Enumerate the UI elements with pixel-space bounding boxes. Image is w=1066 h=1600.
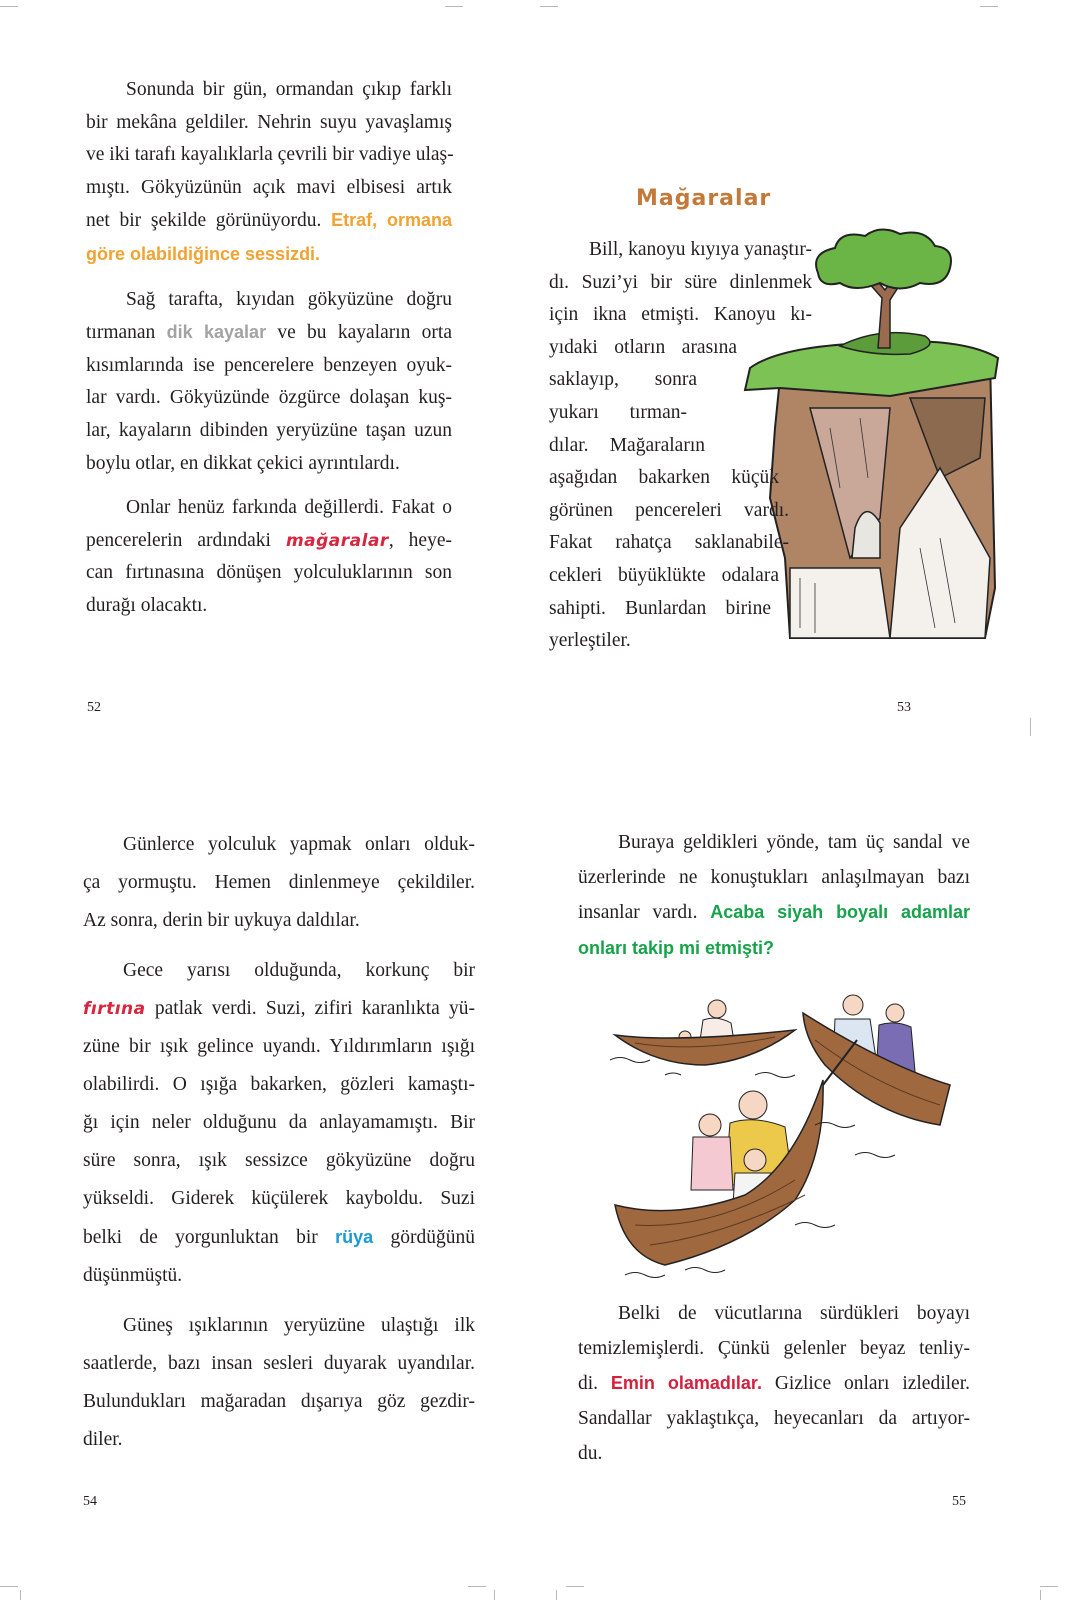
page-55-text-bottom — [578, 1296, 970, 1471]
text-segment: di. — [578, 1373, 611, 1394]
text-line — [549, 462, 779, 495]
text-line — [86, 139, 452, 172]
text-segment: Sağ tarafta, kıyıdan gökyüzüne doğru — [126, 288, 452, 310]
text-line — [83, 826, 475, 864]
text-segment: saklayıp, sonra — [549, 369, 697, 391]
text-line — [83, 1257, 475, 1295]
crop-mark — [445, 6, 463, 7]
text-line — [83, 1104, 475, 1142]
paragraph — [578, 1296, 970, 1471]
text-segment: bir mekâna geldiler. Nehrin suyu yavaşlamış — [86, 111, 452, 133]
text-line — [578, 1401, 970, 1436]
text-line — [86, 415, 452, 448]
text-line — [578, 1436, 970, 1471]
text-line — [549, 364, 697, 397]
text-segment: du. — [578, 1443, 603, 1464]
paragraph — [86, 492, 452, 622]
text-line — [86, 284, 452, 317]
text-line — [578, 1331, 970, 1366]
text-line — [86, 350, 452, 383]
text-segment: belki de yorgunluktan bir — [83, 1227, 336, 1248]
crop-mark — [566, 1586, 584, 1587]
text-segment: Buraya geldikleri yönde, tam üç sandal ve — [618, 832, 970, 853]
text-segment: yerleştiler. — [549, 630, 631, 652]
highlighted-phrase: Acaba siyah boyalı adamlar — [710, 902, 971, 922]
text-line — [578, 895, 970, 931]
text-segment: Bulundukları mağaradan dışarıya göz gezdir- — [83, 1391, 475, 1412]
text-segment: ve iki tarafı kayalıklarla çevrili bir vadiye ulaş- — [86, 144, 454, 166]
text-line — [83, 1066, 475, 1104]
text-segment: lar vardı. Gökyüzünde özgürce dolaşan kuş- — [86, 387, 452, 409]
text-segment: Sandallar yaklaştıkça, heyecanları da artıyor- — [578, 1408, 970, 1429]
text-segment: yıdaki otların arasına — [549, 336, 737, 358]
text-line — [83, 1421, 475, 1459]
highlighted-phrase: Emin olamadılar. — [610, 1373, 762, 1393]
text-segment: boylu otlar, en dikkat çekici ayrıntılardı. — [86, 452, 400, 474]
paragraph — [83, 952, 475, 1295]
text-line — [549, 267, 812, 300]
text-line — [86, 557, 452, 590]
text-segment: kısımlarında ise pencerelere benzeyen oyuk- — [86, 354, 452, 376]
text-segment: Gece yarısı olduğunda, korkunç bir — [123, 960, 475, 981]
boat-small — [615, 1000, 795, 1065]
highlighted-phrase: göre olabildiğince sessizdi. — [86, 243, 321, 264]
page-53-text — [549, 234, 812, 658]
chapter-title: Mağaralar — [636, 186, 772, 211]
crop-mark — [20, 1590, 21, 1600]
text-line — [549, 625, 649, 658]
text-line — [83, 1142, 475, 1180]
text-line — [578, 1366, 970, 1401]
text-segment: ve bu kayaların orta — [266, 322, 452, 344]
text-line — [86, 492, 452, 525]
text-segment: olabilirdi. O ışığa bakarken, gözleri kamaştı- — [83, 1074, 475, 1095]
text-line — [83, 1383, 475, 1421]
text-segment: Bill, kanoyu kıyıya yanaştır- — [589, 239, 812, 260]
page-number-55: 55 — [952, 1494, 966, 1509]
crop-mark — [0, 6, 18, 7]
tree-canopy — [816, 229, 951, 288]
text-segment: dı. Suzi’yi bir süre dinlenmek — [549, 271, 812, 293]
paragraph — [86, 284, 452, 481]
text-segment: süre sonra, ışık sessizce gökyüzüne doğru — [83, 1150, 475, 1171]
crop-mark — [0, 1586, 18, 1587]
text-line — [83, 902, 475, 940]
text-segment: insanlar vardı. — [578, 902, 711, 923]
text-line — [549, 593, 771, 626]
text-line — [549, 430, 705, 463]
highlighted-phrase: mağaralar — [285, 530, 389, 551]
text-line — [86, 107, 452, 140]
crop-mark — [1040, 1590, 1041, 1600]
text-segment: lar, kayaların dibinden yeryüzüne taşan uzun — [86, 419, 452, 441]
text-segment: ğı için neler olduğunu da anlayamamıştı. Bir — [83, 1112, 475, 1133]
text-segment: Fakat rahatça saklanabile- — [549, 532, 789, 554]
text-line — [86, 74, 452, 107]
text-line — [549, 234, 812, 267]
highlighted-phrase: fırtına — [83, 999, 146, 1019]
text-segment: saatlerde, bazı insan sesleri duyarak uyandılar. — [83, 1353, 475, 1374]
text-line — [86, 316, 452, 350]
text-segment: yukarı tırman- — [549, 401, 687, 423]
crop-mark — [494, 1590, 495, 1600]
text-segment: üzerlerinde ne konuştukları anlaşılmayan bazı — [578, 866, 970, 888]
text-segment: temizlemişlerdi. Çünkü gelenler beyaz tenliy- — [578, 1338, 970, 1359]
page-52-text — [86, 74, 452, 623]
text-segment: züne bir ışık gelince uyandı. Yıldırımların ışığı — [83, 1036, 475, 1057]
text-line — [83, 1028, 475, 1066]
highlighted-phrase: dik kayalar — [166, 322, 267, 343]
text-segment: cekleri büyüklükte odalara — [549, 564, 779, 586]
text-line — [86, 204, 452, 238]
text-segment: Güneş ışıklarının yeryüzüne ulaştığı ilk — [123, 1315, 475, 1336]
page-54-text — [83, 826, 475, 1459]
text-segment: pencerelerin ardındaki — [86, 529, 286, 551]
page-number-54: 54 — [83, 1494, 97, 1509]
text-segment: patlak verdi. Suzi, zifiri karanlıkta yü- — [145, 998, 475, 1019]
text-line — [549, 332, 737, 365]
text-segment: mıştı. Gökyüzünün açık mavi elbisesi artık — [86, 176, 452, 198]
text-segment: tırmanan — [86, 322, 167, 344]
text-segment: , heye- — [388, 529, 452, 551]
text-line — [86, 590, 452, 623]
highlighted-phrase: onları takip mi etmişti? — [578, 937, 775, 958]
crop-mark — [1040, 1586, 1058, 1587]
text-segment: Günlerce yolculuk yapmak onları olduk- — [123, 834, 475, 855]
boat-right — [803, 995, 950, 1125]
paragraph — [578, 826, 970, 966]
text-segment: Onlar henüz farkında değillerdi. Fakat o — [126, 497, 452, 519]
text-segment: aşağıdan bakarken küçük — [549, 467, 779, 489]
text-line — [86, 172, 452, 205]
text-segment: can fırtınasına dönüşen yolculuklarının son — [86, 562, 452, 584]
text-line — [86, 238, 452, 272]
crop-mark — [980, 6, 998, 7]
text-segment: durağı olacaktı. — [86, 594, 208, 616]
text-line — [549, 560, 779, 593]
text-line — [83, 1218, 475, 1257]
text-line — [83, 864, 475, 902]
text-line — [578, 826, 970, 861]
text-line — [578, 1296, 970, 1331]
paragraph — [83, 826, 475, 940]
paragraph — [549, 234, 812, 658]
text-segment: Belki de vücutlarına sürdükleri boyayı — [618, 1303, 970, 1324]
text-segment: Sonunda bir gün, ormandan çıkıp farklı — [126, 79, 452, 100]
crop-mark — [1030, 718, 1031, 736]
text-segment: diler. — [83, 1429, 123, 1450]
text-line — [578, 861, 970, 896]
text-segment: ça yormuştu. Hemen dinlenmeye çekildiler. — [83, 872, 475, 893]
text-line — [549, 527, 789, 560]
text-segment: Gizlice onları izlediler. — [761, 1373, 970, 1394]
text-line — [83, 1180, 475, 1218]
text-line — [83, 990, 475, 1028]
text-line — [578, 931, 970, 967]
text-line — [86, 525, 452, 558]
highlighted-phrase: rüya — [335, 1227, 374, 1247]
crop-mark — [540, 6, 558, 7]
paragraph — [86, 74, 452, 272]
text-segment: dılar. Mağaraların — [549, 434, 705, 456]
text-line — [83, 1307, 475, 1345]
text-line — [549, 495, 789, 528]
crop-mark — [556, 1590, 557, 1600]
text-segment: düşünmüştü. — [83, 1265, 183, 1286]
boats-illustration — [595, 965, 960, 1285]
text-line — [549, 299, 812, 332]
text-line — [83, 952, 475, 990]
text-segment: net bir şekilde görünüyordu. — [86, 210, 332, 232]
text-segment: gördüğünü — [373, 1227, 475, 1248]
page-55-text-top — [578, 826, 970, 966]
boat-front — [615, 1080, 823, 1265]
paragraph — [83, 1307, 475, 1459]
text-line — [86, 382, 452, 415]
text-segment: için ikna etmişti. Kanoyu kı- — [549, 304, 812, 326]
text-segment: yükseldi. Giderek küçülerek kayboldu. Suzi — [83, 1188, 475, 1209]
text-segment: sahipti. Bunlardan birine — [549, 597, 771, 619]
page-number-52: 52 — [87, 700, 101, 715]
text-line — [549, 397, 687, 430]
text-segment: Az sonra, derin bir uykuya daldılar. — [83, 910, 360, 931]
text-line — [83, 1345, 475, 1383]
crop-mark — [468, 1586, 486, 1587]
text-line — [86, 448, 452, 481]
page-number-53: 53 — [897, 700, 911, 715]
text-segment: görünen pencereleri vardı. — [549, 499, 789, 521]
highlighted-phrase: Etraf, ormana — [331, 210, 452, 231]
